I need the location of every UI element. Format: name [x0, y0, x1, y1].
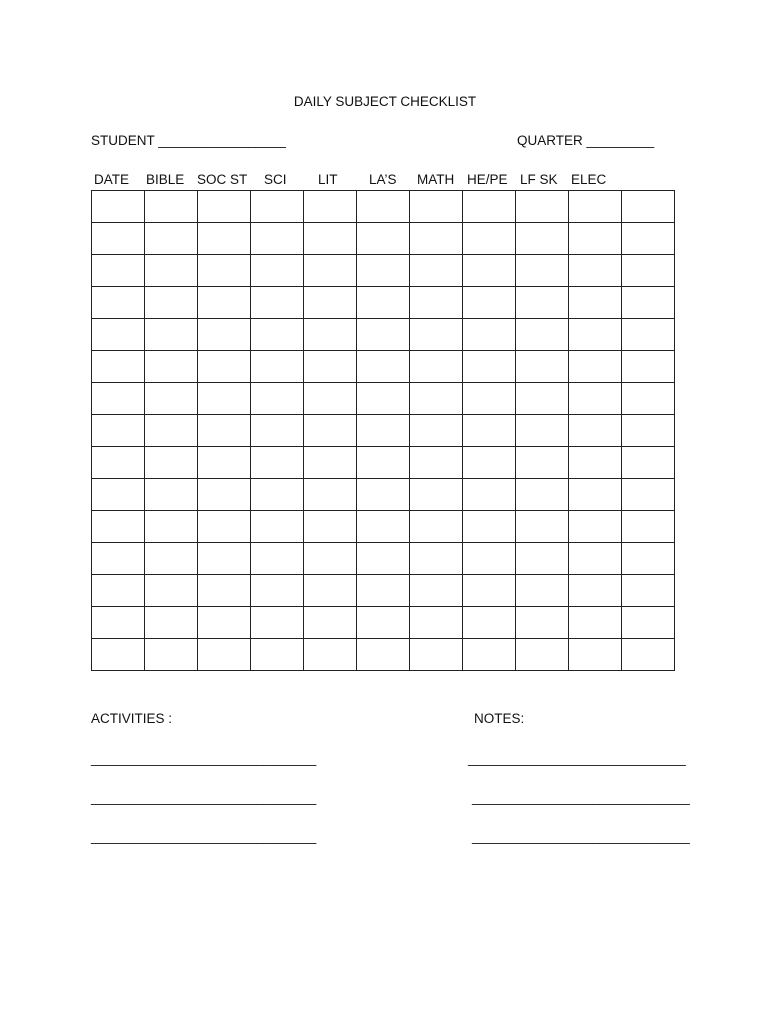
grid-cell: [145, 511, 198, 543]
grid-row: [92, 287, 675, 319]
grid-cell: [251, 607, 304, 639]
column-header-lit: LIT: [318, 172, 338, 187]
grid-cell: [357, 575, 410, 607]
grid-cell: [198, 447, 251, 479]
grid-cell: [145, 351, 198, 383]
grid-cell: [410, 575, 463, 607]
notes-label: NOTES:: [474, 711, 525, 726]
grid-cell: [251, 319, 304, 351]
grid-cell: [251, 383, 304, 415]
grid-cell: [410, 223, 463, 255]
grid-cell: [410, 351, 463, 383]
grid-cell: [569, 511, 622, 543]
grid-cell: [463, 351, 516, 383]
grid-cell: [569, 287, 622, 319]
activities-label: ACTIVITIES :: [91, 711, 173, 726]
grid-cell: [198, 415, 251, 447]
grid-cell: [569, 223, 622, 255]
grid-cell: [516, 255, 569, 287]
grid-cell: [92, 223, 145, 255]
grid-cell: [304, 351, 357, 383]
grid-cell: [622, 479, 675, 511]
grid-cell: [92, 351, 145, 383]
column-header-math: MATH: [417, 172, 455, 187]
grid-cell: [304, 511, 357, 543]
column-header-sci: SCI: [264, 172, 287, 187]
grid-cell: [145, 415, 198, 447]
grid-cell: [251, 351, 304, 383]
grid-cell: [569, 479, 622, 511]
grid-cell: [145, 639, 198, 671]
grid-cell: [145, 575, 198, 607]
grid-cell: [92, 191, 145, 223]
grid-cell: [569, 191, 622, 223]
grid-cell: [569, 543, 622, 575]
grid-cell: [463, 287, 516, 319]
grid-row: [92, 383, 675, 415]
grid-cell: [622, 415, 675, 447]
grid-cell: [251, 415, 304, 447]
grid-cell: [622, 319, 675, 351]
note-line: _____________________________: [472, 790, 690, 805]
grid-cell: [410, 383, 463, 415]
grid-cell: [145, 319, 198, 351]
grid-cell: [622, 191, 675, 223]
grid-cell: [198, 255, 251, 287]
grid-cell: [357, 415, 410, 447]
grid-cell: [410, 543, 463, 575]
grid-cell: [516, 319, 569, 351]
grid-cell: [463, 255, 516, 287]
grid-cell: [198, 383, 251, 415]
grid-cell: [145, 287, 198, 319]
column-header-bible: BIBLE: [146, 172, 185, 187]
grid-cell: [569, 415, 622, 447]
grid-cell: [145, 383, 198, 415]
grid-cell: [357, 447, 410, 479]
grid-cell: [516, 639, 569, 671]
grid-cell: [516, 287, 569, 319]
grid-cell: [622, 351, 675, 383]
grid-cell: [357, 479, 410, 511]
grid-cell: [463, 479, 516, 511]
grid-cell: [198, 351, 251, 383]
grid-cell: [357, 543, 410, 575]
grid-cell: [463, 191, 516, 223]
grid-cell: [357, 287, 410, 319]
grid-cell: [198, 511, 251, 543]
grid-cell: [622, 447, 675, 479]
grid-cell: [145, 255, 198, 287]
grid-cell: [463, 511, 516, 543]
grid-cell: [304, 479, 357, 511]
grid-row: [92, 447, 675, 479]
grid-cell: [410, 447, 463, 479]
column-header-elec: ELEC: [571, 172, 607, 187]
grid-cell: [622, 223, 675, 255]
grid-cell: [569, 351, 622, 383]
grid-cell: [145, 223, 198, 255]
grid-cell: [251, 511, 304, 543]
grid-cell: [516, 479, 569, 511]
checklist-grid: [91, 190, 675, 671]
activity-line: ______________________________: [91, 751, 317, 766]
grid-cell: [569, 383, 622, 415]
grid-cell: [251, 191, 304, 223]
grid-cell: [463, 319, 516, 351]
grid-row: [92, 479, 675, 511]
grid-cell: [251, 575, 304, 607]
grid-cell: [251, 223, 304, 255]
grid-cell: [410, 479, 463, 511]
grid-row: [92, 415, 675, 447]
grid-cell: [463, 223, 516, 255]
grid-cell: [463, 639, 516, 671]
grid-cell: [145, 191, 198, 223]
grid-cell: [622, 639, 675, 671]
grid-cell: [92, 511, 145, 543]
grid-cell: [304, 639, 357, 671]
grid-cell: [92, 447, 145, 479]
column-header-date: DATE: [94, 172, 130, 187]
grid-cell: [569, 255, 622, 287]
grid-cell: [569, 639, 622, 671]
grid-row: [92, 255, 675, 287]
grid-cell: [516, 383, 569, 415]
grid-cell: [516, 415, 569, 447]
grid-cell: [198, 287, 251, 319]
grid-cell: [516, 607, 569, 639]
grid-cell: [516, 575, 569, 607]
grid-cell: [463, 543, 516, 575]
grid-cell: [410, 287, 463, 319]
grid-cell: [516, 191, 569, 223]
grid-cell: [357, 351, 410, 383]
grid-cell: [516, 447, 569, 479]
grid-row: [92, 191, 675, 223]
grid-cell: [251, 447, 304, 479]
quarter-field: QUARTER _________: [517, 133, 655, 148]
grid-cell: [410, 607, 463, 639]
grid-cell: [569, 447, 622, 479]
grid-cell: [145, 607, 198, 639]
column-header-he-pe: HE/PE: [467, 172, 508, 187]
grid-cell: [92, 255, 145, 287]
grid-cell: [304, 415, 357, 447]
grid-cell: [304, 543, 357, 575]
grid-cell: [198, 191, 251, 223]
note-line: _____________________________: [468, 751, 686, 766]
grid-cell: [357, 607, 410, 639]
grid-cell: [145, 447, 198, 479]
grid-cell: [357, 191, 410, 223]
grid-cell: [569, 319, 622, 351]
grid-cell: [198, 575, 251, 607]
grid-cell: [92, 287, 145, 319]
grid-cell: [622, 607, 675, 639]
grid-cell: [304, 255, 357, 287]
grid-cell: [569, 575, 622, 607]
grid-cell: [410, 639, 463, 671]
grid-cell: [569, 607, 622, 639]
column-header-lf-sk: LF SK: [520, 172, 558, 187]
grid-cell: [622, 287, 675, 319]
grid-cell: [357, 255, 410, 287]
grid-cell: [198, 223, 251, 255]
grid-cell: [622, 511, 675, 543]
grid-row: [92, 223, 675, 255]
grid-cell: [304, 575, 357, 607]
grid-cell: [304, 383, 357, 415]
grid-cell: [304, 287, 357, 319]
grid-cell: [357, 319, 410, 351]
note-line: _____________________________: [472, 829, 690, 844]
grid-cell: [463, 607, 516, 639]
grid-cell: [304, 319, 357, 351]
grid-row: [92, 575, 675, 607]
grid-cell: [357, 639, 410, 671]
grid-cell: [516, 511, 569, 543]
grid-row: [92, 607, 675, 639]
grid-cell: [410, 191, 463, 223]
activity-line: ______________________________: [91, 790, 317, 805]
grid-cell: [463, 575, 516, 607]
grid-cell: [251, 255, 304, 287]
grid-cell: [198, 319, 251, 351]
grid-cell: [92, 479, 145, 511]
grid-cell: [251, 639, 304, 671]
grid-cell: [92, 383, 145, 415]
grid-cell: [251, 287, 304, 319]
grid-cell: [516, 351, 569, 383]
student-field: STUDENT _________________: [91, 133, 286, 148]
grid-cell: [410, 415, 463, 447]
grid-cell: [410, 255, 463, 287]
grid-cell: [463, 415, 516, 447]
grid-cell: [198, 639, 251, 671]
activity-line: ______________________________: [91, 829, 317, 844]
grid-cell: [145, 479, 198, 511]
grid-cell: [304, 223, 357, 255]
grid-cell: [304, 447, 357, 479]
grid-row: [92, 543, 675, 575]
grid-cell: [410, 511, 463, 543]
grid-cell: [251, 479, 304, 511]
grid-cell: [304, 607, 357, 639]
grid-cell: [463, 383, 516, 415]
grid-cell: [92, 607, 145, 639]
grid-row: [92, 511, 675, 543]
grid-cell: [516, 543, 569, 575]
grid-cell: [198, 543, 251, 575]
grid-cell: [622, 383, 675, 415]
grid-cell: [357, 511, 410, 543]
grid-cell: [92, 415, 145, 447]
grid-cell: [198, 479, 251, 511]
grid-row: [92, 319, 675, 351]
grid-cell: [357, 383, 410, 415]
grid-cell: [622, 255, 675, 287]
grid-cell: [463, 447, 516, 479]
grid-cell: [251, 543, 304, 575]
grid-cell: [92, 319, 145, 351]
grid-cell: [92, 543, 145, 575]
grid-cell: [145, 543, 198, 575]
column-header-soc-st: SOC ST: [197, 172, 248, 187]
grid-cell: [410, 319, 463, 351]
grid-cell: [92, 575, 145, 607]
page-title: DAILY SUBJECT CHECKLIST: [293, 94, 477, 109]
grid-cell: [622, 575, 675, 607]
grid-cell: [516, 223, 569, 255]
grid-row: [92, 639, 675, 671]
grid-cell: [92, 639, 145, 671]
grid-cell: [357, 223, 410, 255]
grid-cell: [622, 543, 675, 575]
grid-cell: [304, 191, 357, 223]
column-header-las: LA’S: [369, 172, 397, 187]
grid-row: [92, 351, 675, 383]
grid-cell: [198, 607, 251, 639]
